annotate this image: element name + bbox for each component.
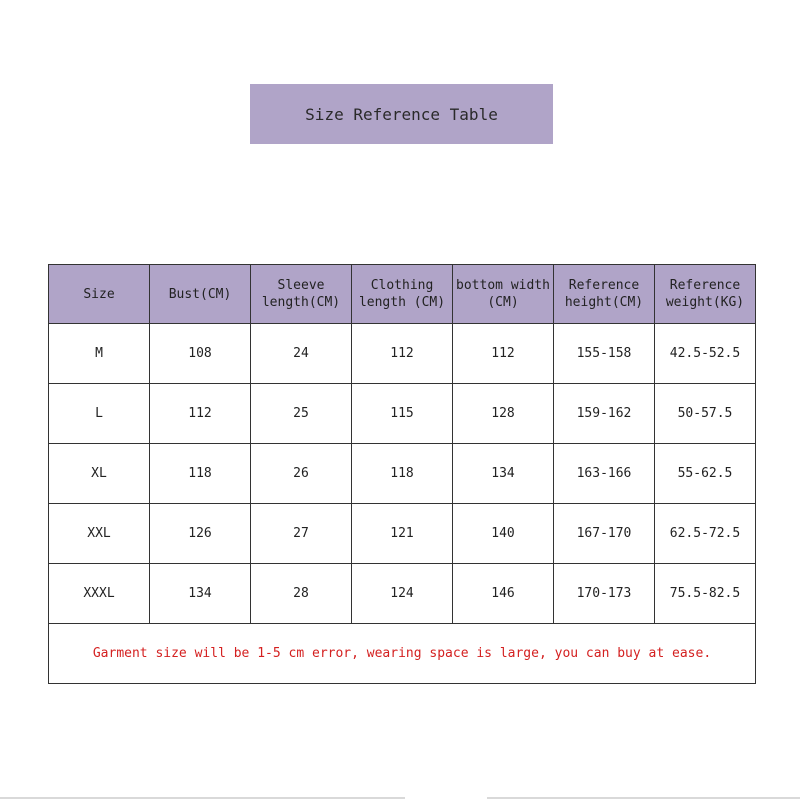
cell-clothing-length: 124 xyxy=(352,564,453,624)
page-title: Size Reference Table xyxy=(250,84,553,144)
cell-sleeve-length: 26 xyxy=(251,444,352,504)
cell-reference-height: 159-162 xyxy=(554,384,655,444)
cell-size: XXL xyxy=(49,504,150,564)
cell-reference-weight: 55-62.5 xyxy=(655,444,756,504)
cell-reference-weight: 42.5-52.5 xyxy=(655,324,756,384)
table-row xyxy=(49,444,756,504)
header-reference-weight: Reference weight(KG) xyxy=(655,265,756,324)
header-clothing-length: Clothing length (CM) xyxy=(352,265,453,324)
cell-size: XXXL xyxy=(49,564,150,624)
cell-sleeve-length: 28 xyxy=(251,564,352,624)
cell-clothing-length: 121 xyxy=(352,504,453,564)
cell-reference-height: 170-173 xyxy=(554,564,655,624)
cell-clothing-length: 118 xyxy=(352,444,453,504)
cell-bust: 112 xyxy=(150,384,251,444)
cell-clothing-length: 115 xyxy=(352,384,453,444)
table-header-row xyxy=(49,265,756,324)
cell-bust: 108 xyxy=(150,324,251,384)
cell-bottom-width: 112 xyxy=(453,324,554,384)
header-reference-height: Reference height(CM) xyxy=(554,265,655,324)
note-row xyxy=(49,624,756,684)
cell-reference-weight: 62.5-72.5 xyxy=(655,504,756,564)
bottom-divider xyxy=(487,797,800,799)
cell-bottom-width: 128 xyxy=(453,384,554,444)
table-row xyxy=(49,564,756,624)
table-row xyxy=(49,504,756,564)
cell-size: XL xyxy=(49,444,150,504)
bottom-divider xyxy=(0,797,405,799)
table-row xyxy=(49,384,756,444)
header-size: Size xyxy=(49,265,150,324)
cell-bottom-width: 134 xyxy=(453,444,554,504)
table-row xyxy=(49,324,756,384)
header-sleeve-length: Sleeve length(CM) xyxy=(251,265,352,324)
cell-bottom-width: 146 xyxy=(453,564,554,624)
cell-size: L xyxy=(49,384,150,444)
cell-size: M xyxy=(49,324,150,384)
cell-sleeve-length: 24 xyxy=(251,324,352,384)
cell-reference-height: 163-166 xyxy=(554,444,655,504)
cell-reference-weight: 75.5-82.5 xyxy=(655,564,756,624)
cell-clothing-length: 112 xyxy=(352,324,453,384)
cell-bust: 118 xyxy=(150,444,251,504)
cell-bust: 134 xyxy=(150,564,251,624)
size-error-note: Garment size will be 1-5 cm error, wearing space is large, you can buy at ease. xyxy=(49,624,756,684)
header-bottom-width: bottom width (CM) xyxy=(453,265,554,324)
cell-sleeve-length: 25 xyxy=(251,384,352,444)
cell-sleeve-length: 27 xyxy=(251,504,352,564)
cell-reference-height: 155-158 xyxy=(554,324,655,384)
cell-bust: 126 xyxy=(150,504,251,564)
size-reference-table xyxy=(48,264,756,684)
cell-reference-height: 167-170 xyxy=(554,504,655,564)
cell-reference-weight: 50-57.5 xyxy=(655,384,756,444)
header-bust: Bust(CM) xyxy=(150,265,251,324)
cell-bottom-width: 140 xyxy=(453,504,554,564)
